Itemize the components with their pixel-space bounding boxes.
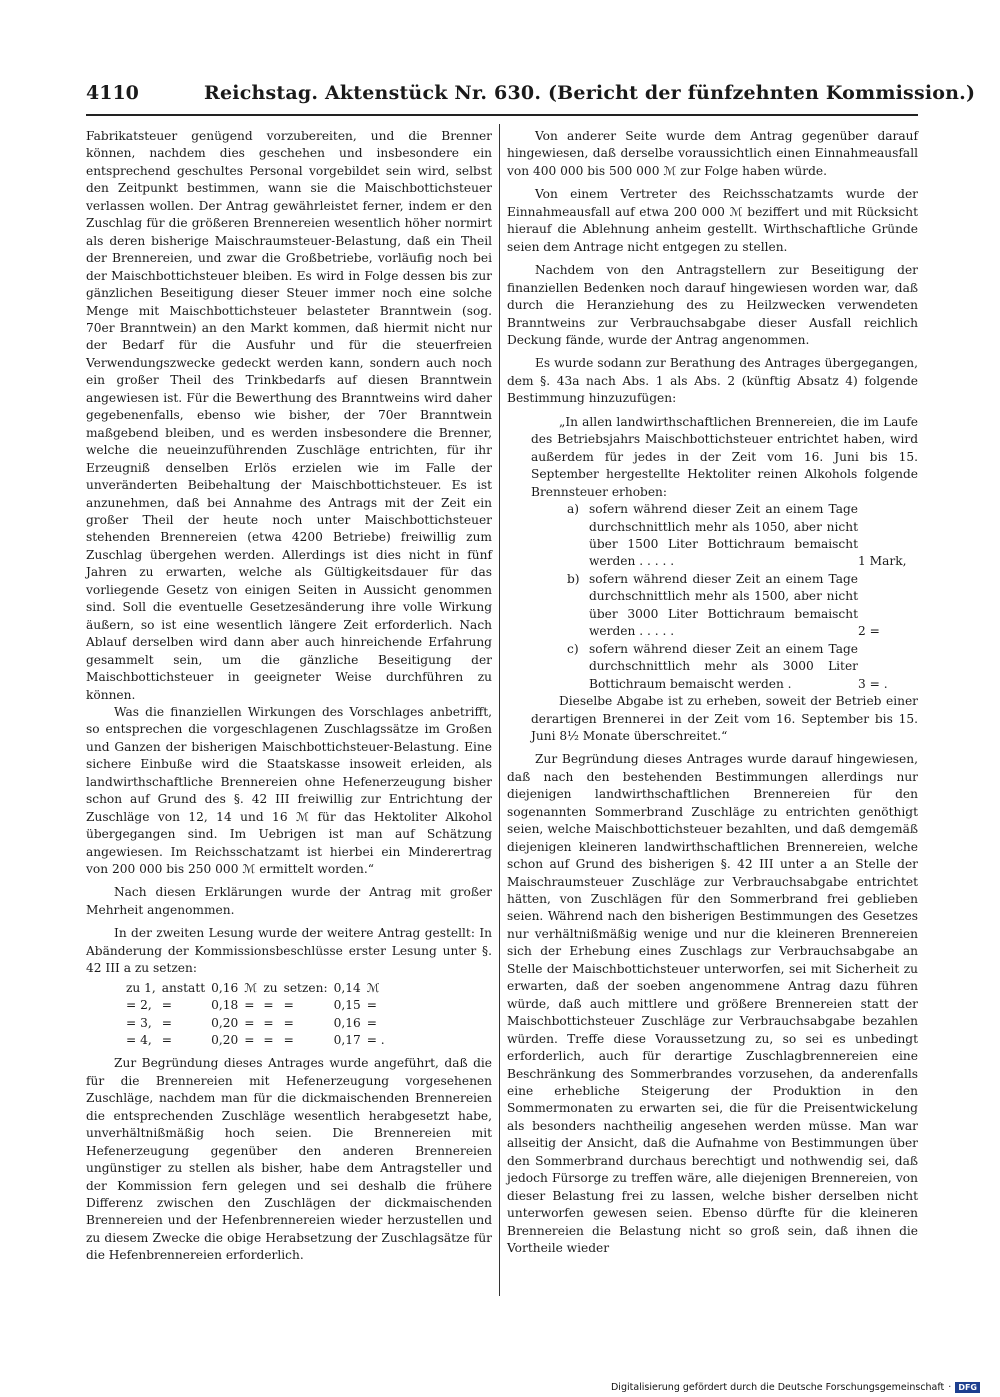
table-cell: 0,16 (333, 1015, 361, 1030)
table-row (126, 1032, 391, 1049)
table-cell: 0,14 (333, 980, 361, 995)
paragraph: Zur Begründung dieses Antrages wurde angeführt, daß die für die Brennereien mit Hefenerzeugung vorgesehenen Zuschläge, nachdem man für die dickmaischenden Brennereien die entsprechenden Zuschläge wesentlich herabgesetzt habe, unverhältnißmäßig hoch seien. Die Brennereien mit Hefenerzeugung gegenüber den anderen Brennereien ungünstiger zu stellen als bisher, habe dem Antragsteller und der Kommission fern gelegen und sei deshalb die frühere Differenz zwischen den Zuschlägen der dickmaischenden Brennereien und der Hefenbrennereien wieder herzustellen und zu diesem Zwecke die obige Herabsetzung der Zuschlagsätze für die Hefenbrennereien erforderlich. (86, 1056, 492, 1263)
table-cell: = (366, 998, 377, 1013)
paragraph: Nachdem von den Antragstellern zur Beseitigung der finanziellen Bedenken noch darauf hingewiesen worden war, daß durch die Heranziehung des zu Heilzwecken verwendeten Branntweins zur Verbrauchsabgabe dieser Ausfall reichlich Deckung fände, wurde der Antrag angenommen. (507, 263, 918, 347)
table-cell: = (263, 1032, 274, 1047)
item-letter: a) (567, 502, 580, 517)
table-cell: 0,20 (211, 1032, 239, 1047)
table-cell: = (283, 1032, 294, 1047)
list-item (531, 501, 918, 571)
table-cell: = . (366, 1032, 385, 1047)
item-text: sofern während dieser Zeit an einem Tage durchschnittlich mehr als 1050, aber nicht über 1500 Liter Bottichraum bemaischt werden . . . . . (589, 502, 858, 569)
table-cell: = 4, (126, 1032, 152, 1047)
item-letter: c) (567, 641, 579, 656)
table-cell: zu (263, 980, 278, 995)
paragraph: In der zweiten Lesung wurde der weitere Antrag gestellt: In Abänderung der Kommissionsbeschlüsse erster Lesung unter §. 42 III a zu setzen: (86, 926, 492, 976)
paragraph: Fabrikatsteuer genügend vorzubereiten, und die Brenner können, nachdem dies geschehen und insbesondere ein entsprechend geschultes Personal vorgebildet sein wird, selbst den Zeitpunkt bestimmen, wann sie die Maischbottichsteuer verlassen wollen. Der Antrag gewährleistet ferner, indem er den Zuschlag für die größeren Brennereien wesentlich höher normirt als deren bisherige Maischraumsteuer-Belastung, daß ein Theil der Brennereien, und zwar die Großbetriebe, vorläufig noch bei der Maischbottichsteuer bleiben. Es wird in Folge dessen bis zur gänzlichen Beseitigung dieser Steuer immer noch eine solche Menge mit Maischbottichsteuer belasteter Branntwein (sog. 70er Branntwein) an den Markt kommen, daß hiermit nicht nur der Bedarf für die Ausfuhr und für die steuerfreien Verwendungszwecke gedeckt werden kann, sondern auch noch ein großer Theil des Trinkbedarfs auf diesen Branntwein angewiesen ist. Für die Bewerthung des Branntweins wird daher gegebenenfalls, ebenso wie bisher, der 70er Branntwein maßgebend bleiben, und es werden insbesondere die Brenner, welche die neueinzuführenden Zuschläge entrichten, für ihr Erzeugniß denselben Erlös erzielen wie im Falle der unveränderten Beibehaltung der Maischbottichsteuer. Es ist anzunehmen, daß bei Annahme des Antrags mit der Zeit ein großer Theil der heute noch unter Maischbottichsteuer stehenden Brennereien (etwa 4200 Betriebe) freiwillig zum Zuschlag übergehen werden. Allerdings ist dies nicht in fünf Jahren zu erwarten, welche als Gültigkeitsdauer für das vorliegende Gesetz von einigen Seiten in Aussicht genommen sind. Soll die eventuelle Gesetzesänderung ihre volle Wirkung äußern, so ist eine wesentlich längere Zeit erforderlich. Nach Ablauf derselben wird dann aber auch hinreichende Erfahrung gesammelt sein, um die gänzliche Beseitigung der Maischbottichsteuer in geeigneter Weise durchführen zu können. (86, 129, 492, 702)
paragraph: Von anderer Seite wurde dem Antrag gegenüber darauf hingewiesen, daß derselbe voraussichtlich einen Einnahmeausfall von 400 000 bis 500 000 ℳ zur Folge haben würde. (507, 129, 918, 178)
table-cell: = (244, 1015, 255, 1030)
table-cell: 0,15 (333, 998, 361, 1013)
table-cell: = (366, 1015, 377, 1030)
table-cell: = (283, 998, 294, 1013)
footer-credit: Digitalisierung gefördert durch die Deutsche Forschungsgemeinschaft · DFG (611, 1382, 980, 1393)
table-cell: = (263, 1015, 274, 1030)
right-column (507, 128, 918, 1258)
header-rule (86, 114, 918, 116)
list-item (531, 571, 918, 641)
quote-end: Dieselbe Abgabe ist zu erheben, soweit der Betrieb einer derartigen Brennerei in der Zeit vom 16. September bis 15. Juni 8½ Monate überschreitet.“ (531, 694, 918, 743)
table-cell: = 3, (126, 1015, 152, 1030)
table-row (126, 1015, 391, 1032)
paragraph: Es wurde sodann zur Berathung des Antrages übergegangen, dem §. 43a nach Abs. 1 als Abs. 2 (künftig Absatz 4) folgende Bestimmung hinzuzufügen: (507, 356, 918, 406)
table-cell: = (263, 998, 274, 1013)
table-cell: 0,17 (333, 1032, 361, 1047)
paragraph: Was die finanziellen Wirkungen des Vorschlages anbetrifft, so entsprechen die vorgeschlagenen Zuschlagssätze im Großen und Ganzen der bisherigen Maischbottichsteuer-Belastung. Eine sichere Einbuße wird die Staatskasse insoweit erleiden, als landwirthschaftliche Brennereien ohne Hefenerzeugung bisher schon auf Grund des §. 42 III freiwillig zur Entrichtung der Zuschläge von 12, 14 und 16 ℳ für das Hektoliter Alkohol übergegangen sind. Im Uebrigen ist man auf Schätzung angewiesen. Im Reichsschatzamt ist hierbei ein Minderertrag von 200 000 bis 250 000 ℳ ermittelt worden.“ (86, 704, 492, 877)
table-cell: = (161, 1032, 172, 1047)
table-cell: 0,20 (211, 1015, 239, 1030)
column-rule (499, 124, 500, 1296)
table-cell: anstatt (161, 980, 206, 995)
table-row (126, 980, 391, 997)
list-item (531, 641, 918, 693)
quoted-provision (507, 414, 918, 746)
table-cell: = (161, 998, 172, 1013)
table-cell: zu 1, (126, 980, 156, 995)
left-column (86, 128, 492, 1265)
paragraph: Nach diesen Erklärungen wurde der Antrag mit großer Mehrheit angenommen. (86, 885, 492, 917)
paragraph: Zur Begründung dieses Antrages wurde darauf hingewiesen, daß nach den bestehenden Bestimmungen allerdings nur diejenigen landwirthschaftlichen Brennereien für den sogenannten Sommerbrand Zuschläge zu entrichten genöthigt seien, welche Maischbottichsteuer bezahlten, und daß demgemäß diejenigen kleineren landwirthschaftlichen Brennereien, welche schon auf Grund des bisherigen §. 42 III unter a an Stelle der Maischraumsteuer Zuschläge zur Verbrauchsabgabe entrichtet hätten, von Zuschlägen für den Sommerbrand frei geblieben seien. Während nach den bisherigen Bestimmungen des Gesetzes nur verhältnißmäßig wenige und nur die kleineren Brennereien sich der Erhebung eines Zuschlags zur Verbrauchsabgabe an Stelle der Maischbottichsteuer unterworfen, sei mit Sicherheit zu erwarten, daß der soeben angenommene Antrag dazu führen würde, daß auch mittlere und größere Brennereien statt der Maischbottichsteuer Zuschläge zur Verbrauchsabgabe bezahlen würden. Treffe diese Voraussetzung zu, so sei es unbedingt erforderlich, auch für derartige Zuschlagbrennereien eine Beschränkung des Sommerbrandes vorzusehen, da anderenfalls eine erhebliche Steigerung der Produktion in den Sommermonaten zu erwarten sei, die für die Preisentwickelung als besonders nachtheilig angesehen werden müsse. Man war allseitig der Ansicht, daß die Aufnahme von Bestimmungen über den Sommerbrand durchaus berechtigt und nothwendig sei, daß jedoch Fürsorge zu treffen wäre, alle diejenigen Brennereien, von dieser Belastung frei zu lassen, welche bisher derselben nicht unterworfen gewesen seien. Ebenso dürfte für die kleineren Brennereien die Belastung nicht so groß sein, daß ihnen die Vortheile wieder (507, 752, 918, 1256)
item-rate: 1 Mark, (858, 554, 907, 569)
paragraph: Von einem Vertreter des Reichsschatzamts wurde der Einnahmeausfall auf etwa 200 000 ℳ beziffert und mit Rücksicht hierauf die Ablehnung anheim gestellt. Wirthschaftliche Gründe seien dem Antrage nicht entgegen zu stellen. (507, 187, 918, 254)
table-cell: = (283, 1015, 294, 1030)
item-text: sofern während dieser Zeit an einem Tage durchschnittlich mehr als 3000 Liter Bottichraum bemaischt werden . (589, 641, 858, 691)
table-cell: ℳ (244, 980, 258, 995)
table-cell: ℳ (366, 980, 380, 995)
page-header (86, 82, 976, 112)
quote-intro: „In allen landwirthschaftlichen Brennereien, die im Laufe des Betriebsjahrs Maischbottichsteuer entrichtet haben, wird außerdem für jedes in der Zeit vom 16. Juni bis 15. September hergestellte Hektoliter reinen Alkohols folgende Brennsteuer erhoben: (531, 414, 918, 499)
rates-table (126, 980, 391, 1050)
page-number: 4110 (86, 82, 139, 104)
item-letter: b) (567, 571, 580, 586)
table-cell: setzen: (283, 980, 328, 995)
table-row (126, 997, 391, 1014)
table-cell: = (161, 1015, 172, 1030)
item-rate: 3 = . (858, 676, 888, 691)
table-cell: = 2, (126, 998, 152, 1013)
dfg-logo-icon: DFG (955, 1382, 980, 1393)
footer-text: Digitalisierung gefördert durch die Deutsche Forschungsgemeinschaft (610, 1382, 945, 1393)
table-cell: = (244, 998, 255, 1013)
table-cell: = (244, 1032, 255, 1047)
item-text: sofern während dieser Zeit an einem Tage durchschnittlich mehr als 1500, aber nicht über 3000 Liter Bottichraum bemaischt werden . . . . . (589, 571, 858, 639)
table-cell: 0,16 (211, 980, 239, 995)
item-rate: 2 = (858, 624, 880, 639)
running-title: Reichstag. Aktenstück Nr. 630. (Bericht der fünfzehnten Kommission.) (204, 82, 976, 104)
table-cell: 0,18 (211, 998, 239, 1013)
